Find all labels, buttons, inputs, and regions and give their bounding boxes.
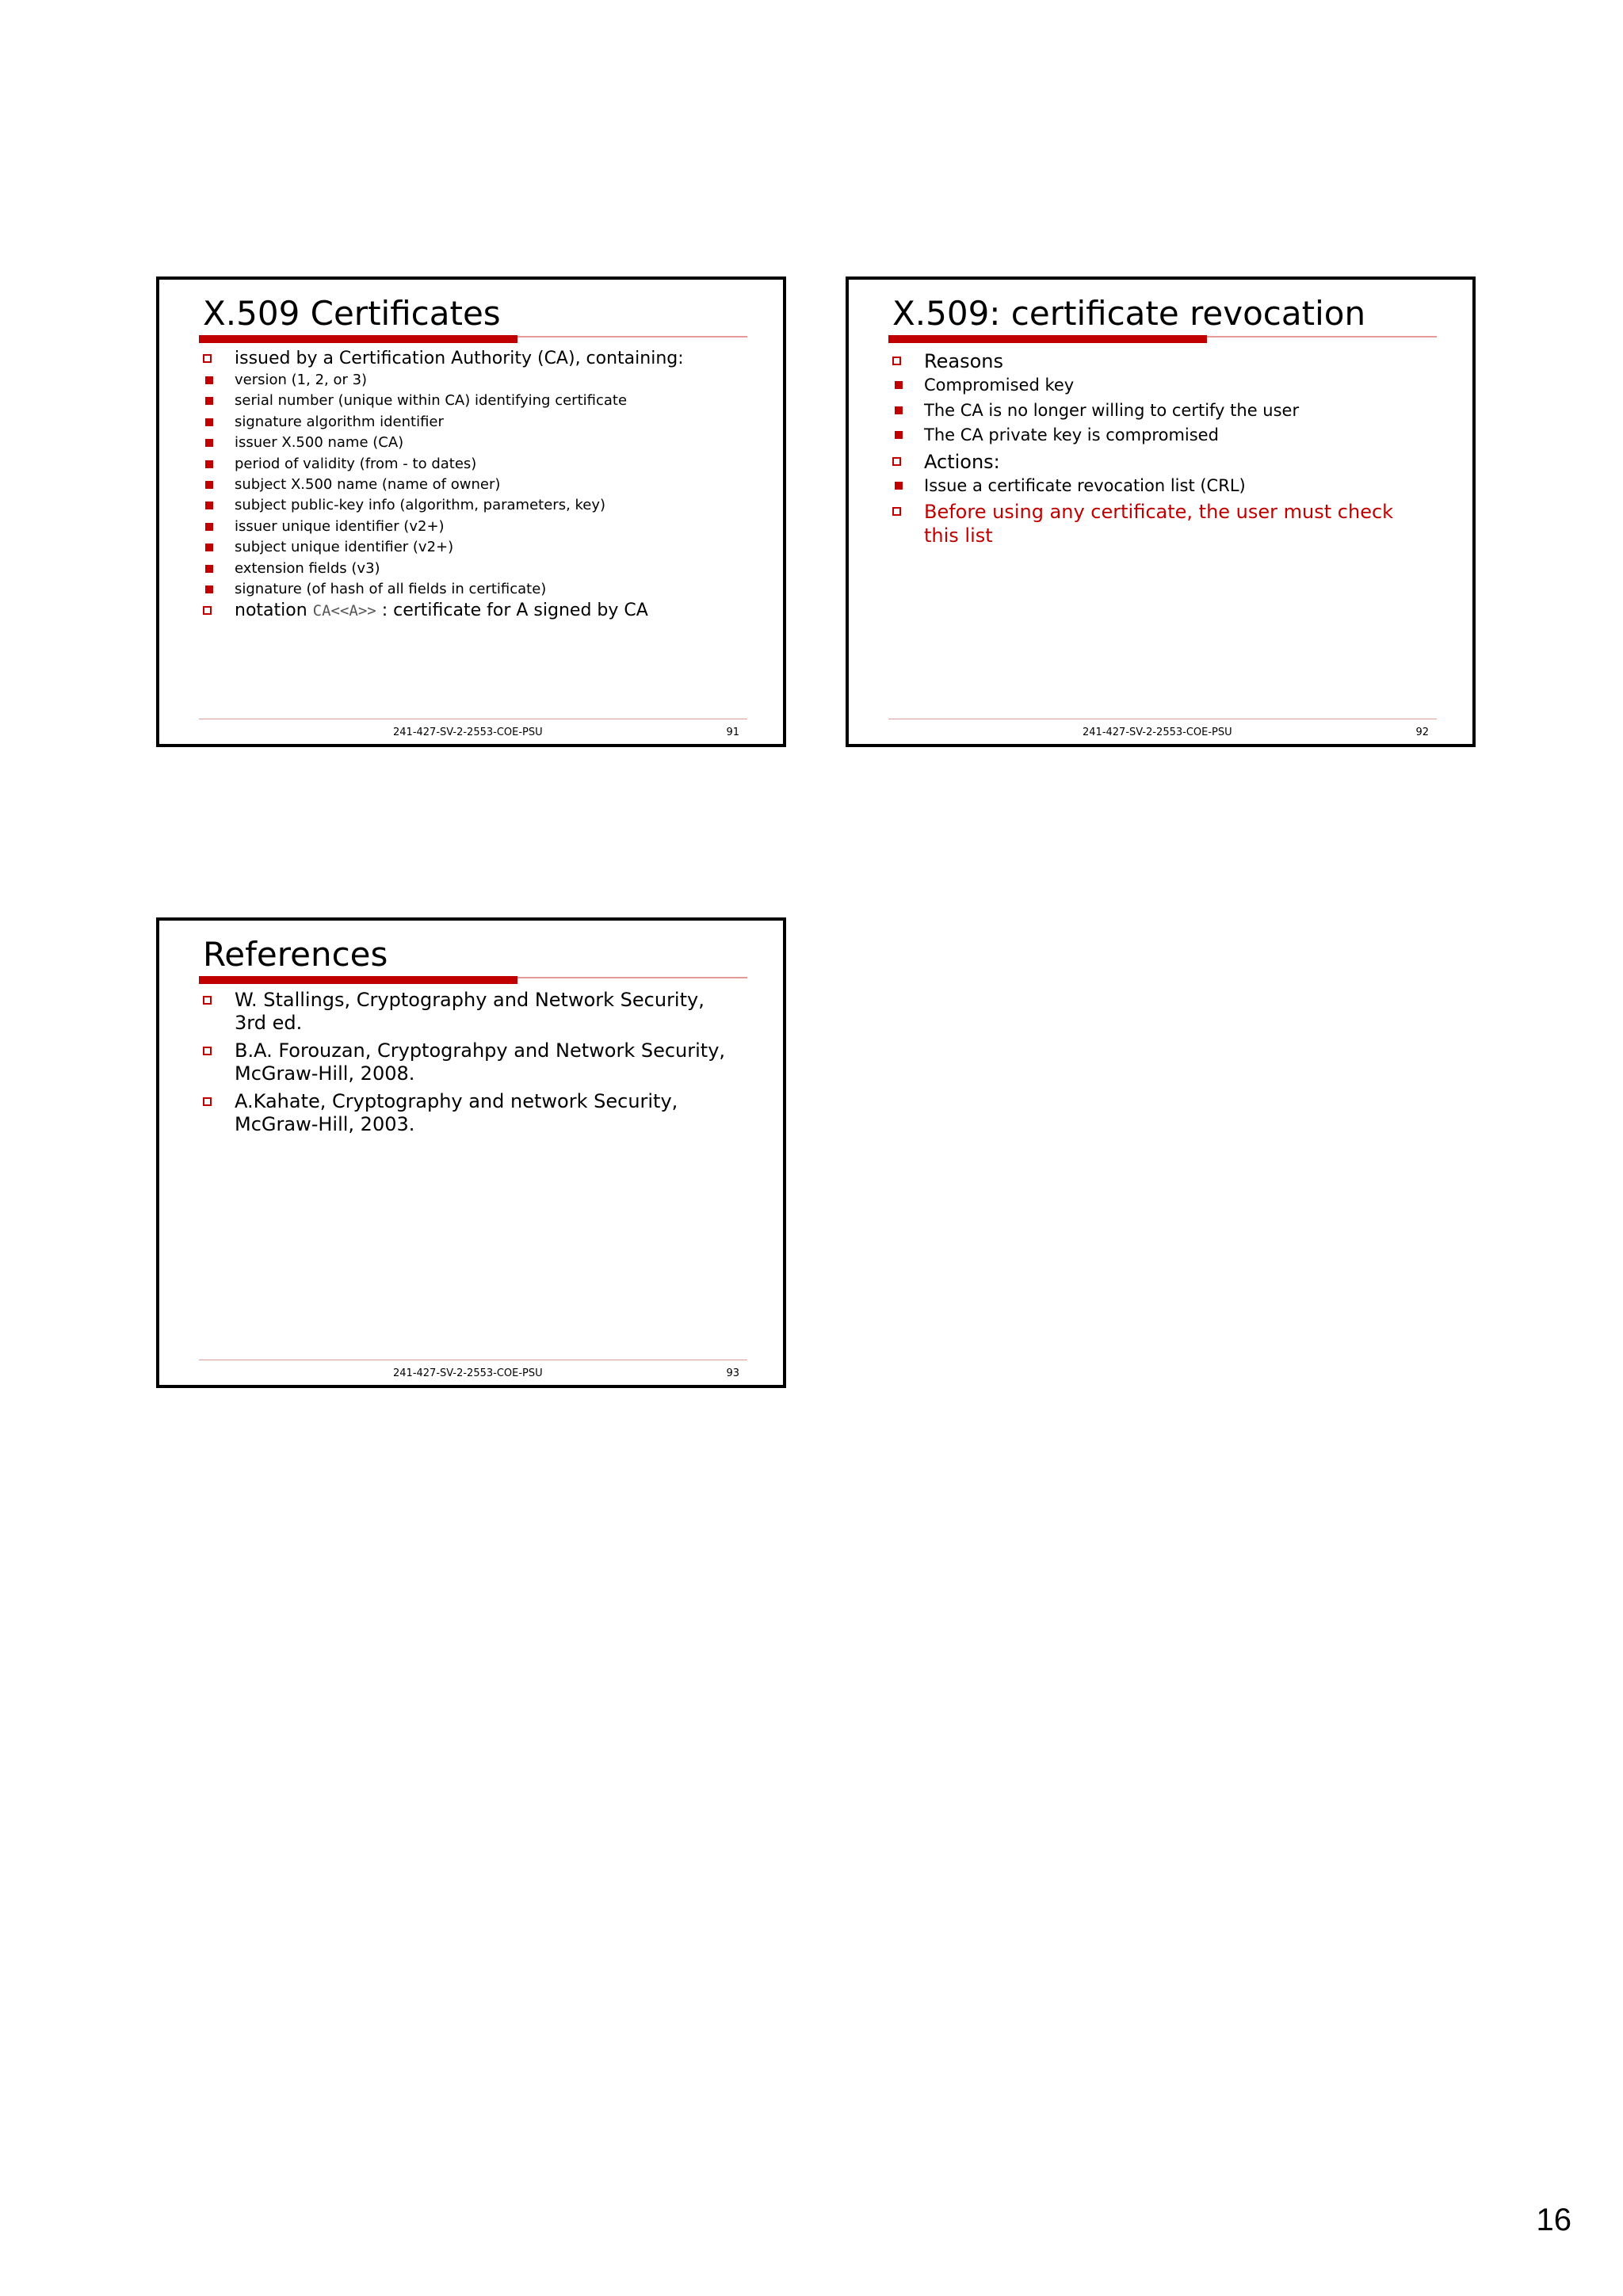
notation-prefix: notation (235, 601, 313, 621)
bullet-line: this list (924, 524, 993, 547)
title-accent-bar (199, 976, 517, 984)
sub-bullet: issuer X.500 name (CA) (203, 433, 747, 453)
page-number: 16 (1536, 2203, 1571, 2237)
sub-bullet: version (1, 2, or 3) (203, 370, 747, 391)
reference-line: W. Stallings, Cryptography and Network Security, (235, 989, 705, 1011)
sub-bullet: The CA private key is compromised (892, 423, 1437, 448)
bullet-actions: Actions: (892, 450, 1437, 474)
slide-title: References (203, 935, 388, 974)
reference-item (203, 1039, 747, 1085)
sub-bullet: issuer unique identifier (v2+) (203, 517, 747, 537)
reference-item (203, 1090, 747, 1136)
bullet-issued-by (203, 348, 747, 370)
footer-course-code: 241-427-SV-2-2553-COE-PSU (1083, 727, 1232, 738)
sub-bullet: signature (of hash of all fields in certificate) (203, 579, 747, 600)
sub-bullet: Issue a certificate revocation list (CRL) (892, 474, 1437, 499)
slide-number: 93 (726, 1367, 739, 1379)
bullet-reasons: Reasons (892, 349, 1437, 373)
slide-body (203, 348, 747, 622)
slide-x509-certificates (156, 277, 786, 747)
slide-body (203, 989, 747, 1141)
slide-title: X.509 Certificates (203, 294, 501, 333)
sub-bullet: subject public-key info (algorithm, parameters, key) (203, 495, 747, 516)
reference-line: McGraw-Hill, 2008. (235, 1062, 415, 1085)
bullet-check-list (892, 500, 1437, 547)
sub-bullet: extension fields (v3) (203, 559, 747, 579)
sub-bullet: period of validity (from - to dates) (203, 454, 747, 475)
bullet-line: Before using any certificate, the user must check (924, 501, 1394, 523)
sub-bullet: Compromised key (892, 373, 1437, 399)
sub-bullet: subject unique identifier (v2+) (203, 537, 747, 558)
title-accent-bar (199, 335, 517, 343)
slide-body (892, 348, 1437, 547)
reference-item (203, 989, 747, 1035)
slide-references (156, 917, 786, 1388)
sub-bullet: serial number (unique within CA) identifying certificate (203, 391, 747, 411)
reference-line: A.Kahate, Cryptography and network Security, (235, 1090, 678, 1112)
title-accent-bar (888, 335, 1207, 343)
bullet-notation (203, 600, 747, 622)
sub-bullet: signature algorithm identifier (203, 412, 747, 433)
sub-bullet: The CA is no longer willing to certify the user (892, 399, 1437, 424)
reference-line: 3rd ed. (235, 1012, 303, 1034)
slide-number: 91 (726, 727, 739, 738)
slide-title: X.509: certificate revocation (892, 294, 1366, 333)
notation-suffix: : certificate for A signed by CA (376, 601, 648, 621)
notation-code: CA<<A>> (312, 602, 376, 620)
slide-certificate-revocation (846, 277, 1476, 747)
footer-course-code: 241-427-SV-2-2553-COE-PSU (393, 1367, 543, 1379)
sub-bullet: subject X.500 name (name of owner) (203, 475, 747, 495)
slide-number: 92 (1415, 727, 1429, 738)
reference-line: McGraw-Hill, 2003. (235, 1113, 415, 1135)
bullet-text: issued by a Certification Authority (CA), containing: (235, 349, 684, 368)
reference-line: B.A. Forouzan, Cryptograhpy and Network Security, (235, 1039, 726, 1062)
footer-course-code: 241-427-SV-2-2553-COE-PSU (393, 727, 543, 738)
